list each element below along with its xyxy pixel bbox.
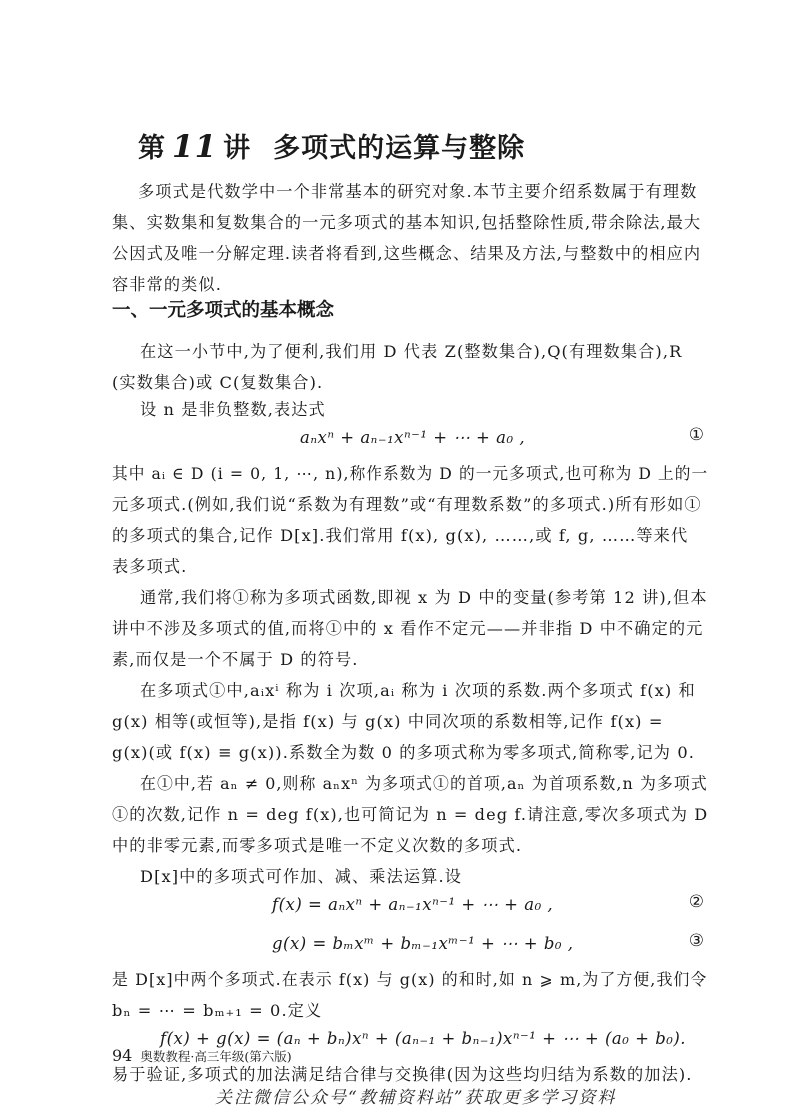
equation-2: f(x) = aₙxⁿ + aₙ₋₁xⁿ⁻¹ + ⋯ + a₀ , bbox=[272, 895, 554, 914]
para3-line-4: 表多项式. bbox=[112, 557, 188, 576]
intro-line-2: 集、实数集和复数集合的一元多项式的基本知识,包括整除性质,带余除法,最大 bbox=[112, 213, 702, 232]
para4-line-3: 素,而仅是一个不属于 D 的符号. bbox=[112, 650, 359, 669]
chapter-number: 11 bbox=[172, 129, 218, 165]
intro-line-4: 容非常的类似. bbox=[112, 275, 222, 294]
equation-3-number: ③ bbox=[688, 931, 704, 951]
title-prefix: 第 bbox=[138, 133, 166, 164]
book-title: 奥数教程·高三年级(第六版) bbox=[140, 1049, 292, 1064]
para8-line-2: bₙ = ⋯ = bₘ₊₁ = 0.定义 bbox=[112, 1001, 323, 1020]
para6-line-2: ①的次数,记作 n = deg f(x),也可简记为 n = deg f.请注意,零次多项式为 D bbox=[112, 805, 709, 824]
para8-line-1: 是 D[x]中两个多项式.在表示 f(x) 与 g(x) 的和时,如 n ⩾ m,为了方便,我们令 bbox=[112, 970, 708, 989]
equation-3: g(x) = bₘxᵐ + bₘ₋₁xᵐ⁻¹ + ⋯ + b₀ , bbox=[272, 934, 574, 953]
chapter-title bbox=[138, 126, 525, 165]
para1-line-1: 在这一小节中,为了便利,我们用 D 代表 Z(整数集合),Q(有理数集合),R bbox=[140, 342, 683, 361]
title-text: 多项式的运算与整除 bbox=[273, 133, 526, 164]
page-footer bbox=[112, 1046, 292, 1065]
para9: 易于验证,多项式的加法满足结合律与交换律(因为这些均归结为系数的加法). bbox=[112, 1065, 693, 1084]
para2: 设 n 是非负整数,表达式 bbox=[140, 400, 326, 419]
para5-line-2: g(x) 相等(或恒等),是指 f(x) 与 g(x) 中同次项的系数相等,记作 f(x) = bbox=[112, 712, 664, 731]
intro-line-3: 公因式及唯一分解定理.读者将看到,这些概念、结果及方法,与整数中的相应内 bbox=[112, 244, 702, 263]
para1-line-2: (实数集合)或 C(复数集合). bbox=[112, 373, 324, 392]
para5-line-1: 在多项式①中,aᵢxⁱ 称为 i 次项,aᵢ 称为 i 次项的系数.两个多项式 f(x) 和 bbox=[140, 681, 696, 700]
equation-1-number: ① bbox=[688, 425, 704, 445]
para3-line-1: 其中 aᵢ ∈ D (i = 0, 1, ⋯, n),称作系数为 D 的一元多项式,也可称为 D 上的一 bbox=[112, 464, 709, 483]
para3-line-3: 的多项式的集合,记作 D[x].我们常用 f(x), g(x), ……,或 f, g, ……等来代 bbox=[112, 526, 689, 545]
para4-line-1: 通常,我们将①称为多项式函数,即视 x 为 D 中的变量(参考第 12 讲),但本 bbox=[140, 588, 708, 607]
page-number: 94 bbox=[112, 1046, 133, 1065]
para5-line-3: g(x)(或 f(x) ≡ g(x)).系数全为数 0 的多项式称为零多项式,简称零,记为 0. bbox=[112, 743, 695, 762]
para3-line-2: 元多项式.(例如,我们说“系数为有理数”或“有理数系数”的多项式.)所有形如① bbox=[112, 495, 702, 514]
section-heading: 一、一元多项式的基本概念 bbox=[112, 300, 335, 321]
equation-4: f(x) + g(x) = (aₙ + bₙ)xⁿ + (aₙ₋₁ + bₙ₋₁)xⁿ⁻¹ + ⋯ + (a₀ + b₀). bbox=[160, 1029, 687, 1048]
para7: D[x]中的多项式可作加、减、乘法运算.设 bbox=[140, 867, 462, 886]
watermark-text: 关注微信公众号“教辅资料站”获取更多学习资料 bbox=[215, 1088, 617, 1108]
para4-line-2: 讲中不涉及多项式的值,而将①中的 x 看作不定元——并非指 D 中不确定的元 bbox=[112, 619, 704, 638]
intro-line-1: 多项式是代数学中一个非常基本的研究对象.本节主要介绍系数属于有理数 bbox=[138, 182, 698, 201]
equation-1: aₙxⁿ + aₙ₋₁xⁿ⁻¹ + ⋯ + a₀ , bbox=[300, 428, 526, 447]
title-suffix: 讲 bbox=[223, 133, 252, 164]
para6-line-1: 在①中,若 aₙ ≠ 0,则称 aₙxⁿ 为多项式①的首项,aₙ 为首项系数,n 为多项式 bbox=[140, 774, 708, 793]
equation-2-number: ② bbox=[688, 892, 704, 912]
para6-line-3: 中的非零元素,而零多项式是唯一不定义次数的多项式. bbox=[112, 836, 523, 855]
